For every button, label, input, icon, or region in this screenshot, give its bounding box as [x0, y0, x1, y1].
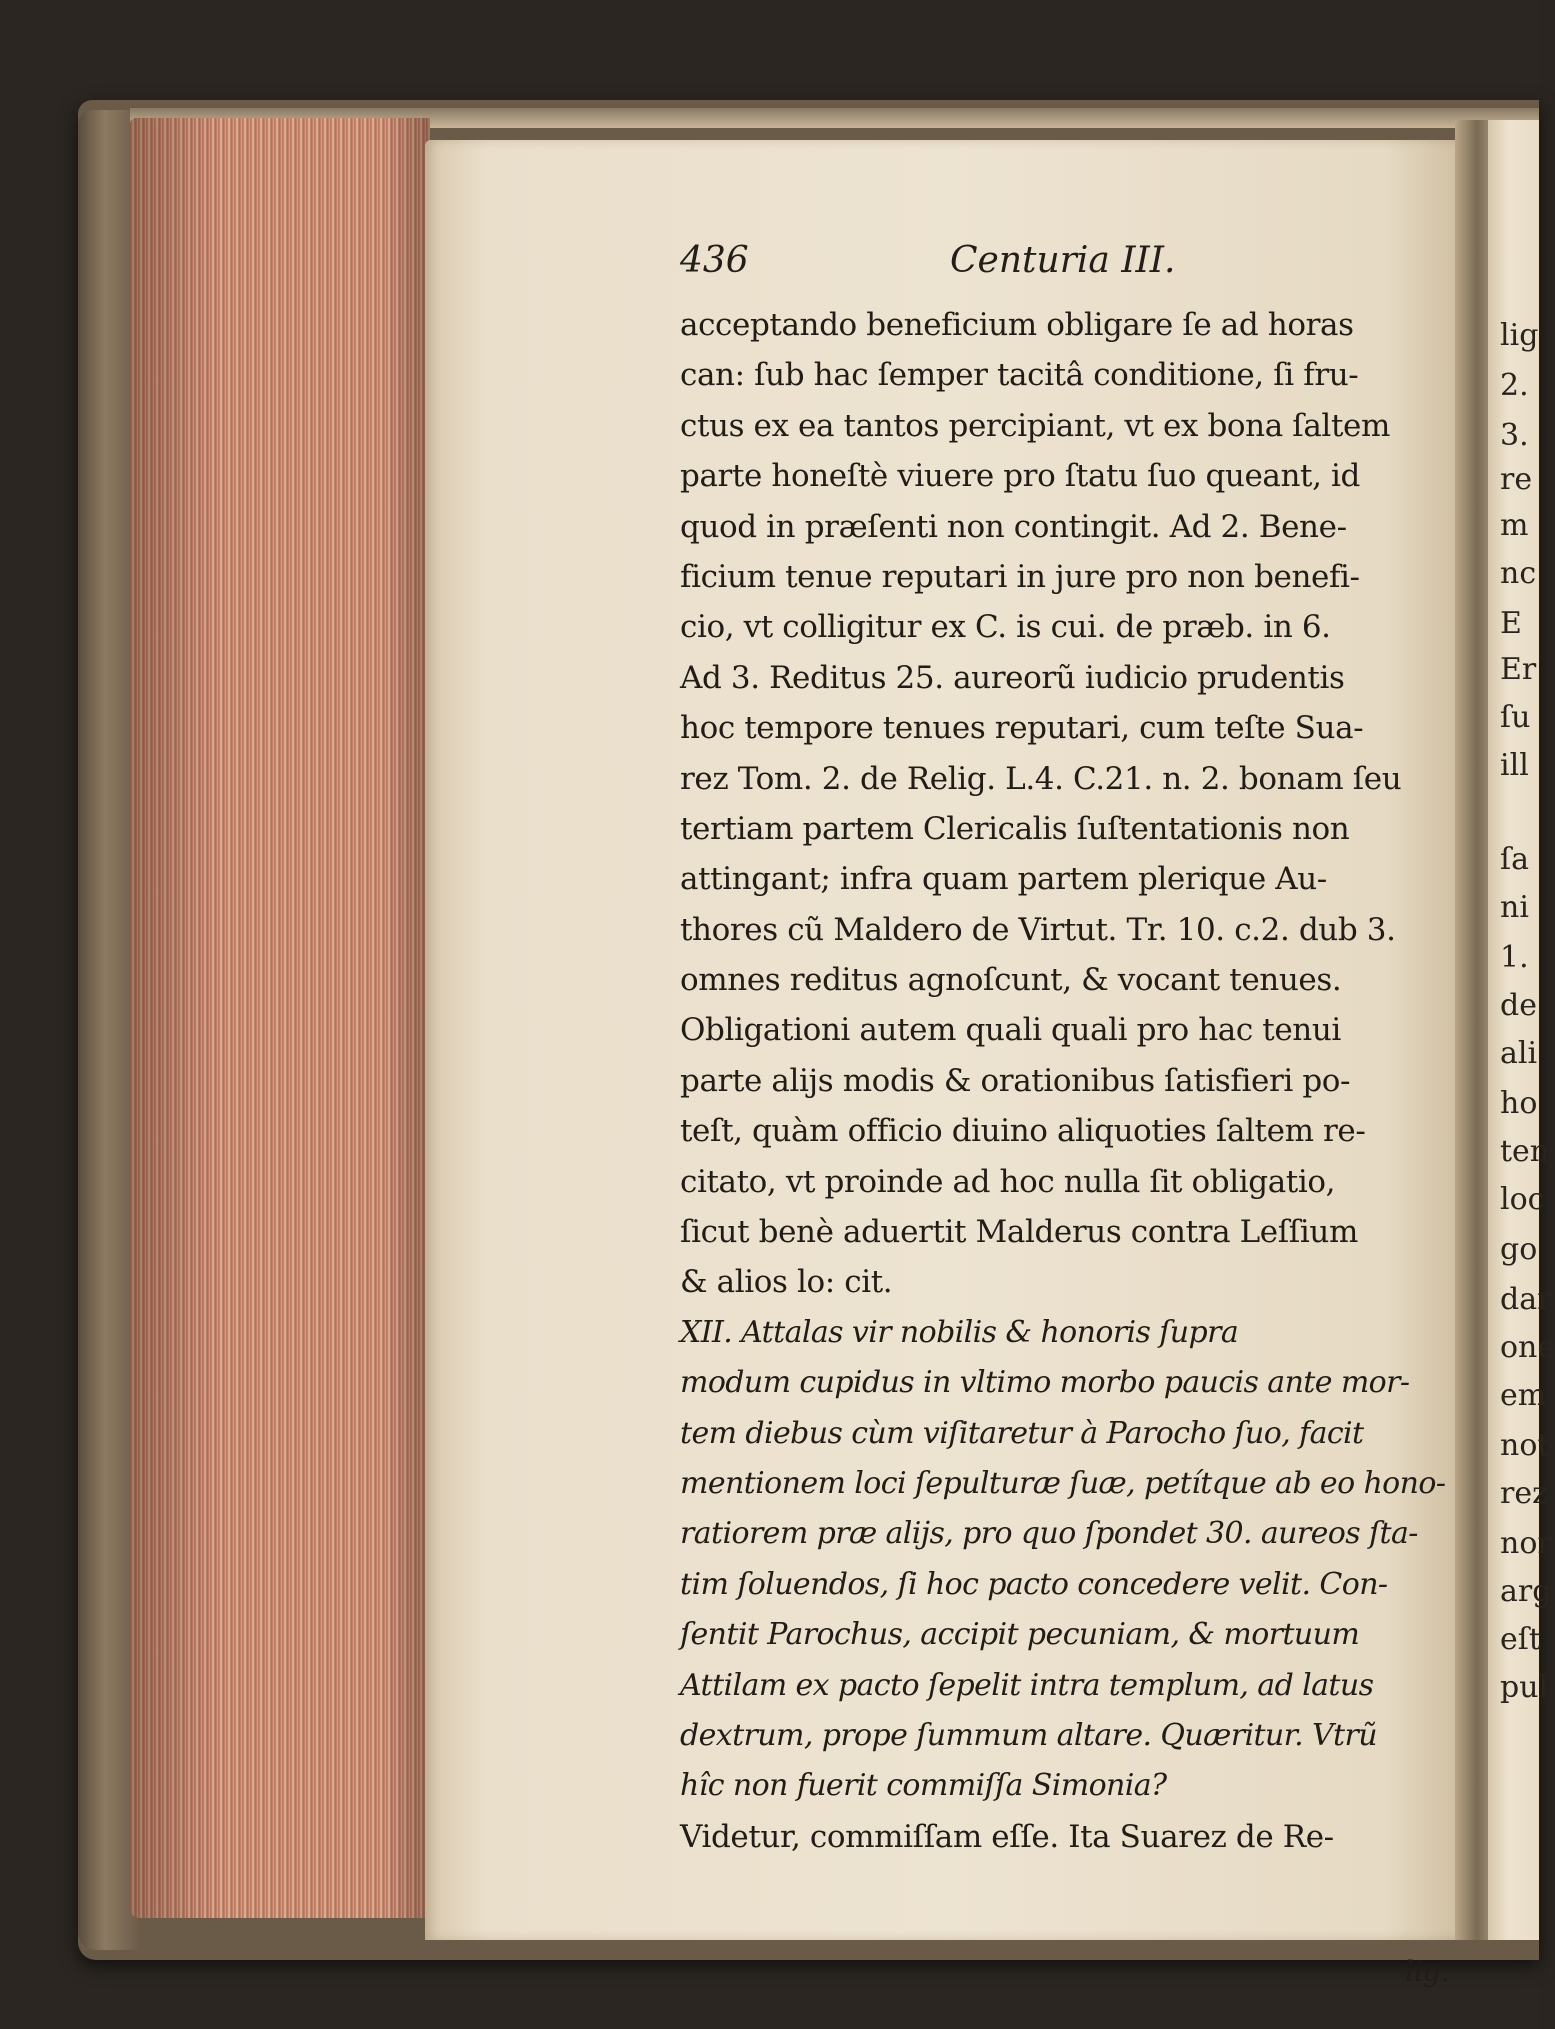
running-head — [680, 240, 1240, 300]
facing-fragment: m — [1500, 508, 1529, 543]
text-line: Ad 3. Reditus 25. aureorũ iudicio prudentis — [680, 659, 1345, 696]
text-line: teſt, quàm officio diuino aliquoties ſaltem re- — [680, 1113, 1366, 1150]
facing-fragment: lig — [1500, 318, 1539, 353]
text-line: Obligationi autem quali quali pro hac tenui — [680, 1012, 1341, 1049]
section-line: tem diebus cùm viſitaretur à Parocho ſuo, facit — [680, 1415, 1364, 1451]
section-line: tim ſoluendos, ſi hoc pacto concedere velit. Con- — [680, 1566, 1388, 1602]
facing-fragment: one — [1500, 1330, 1555, 1365]
facing-fragment: Er — [1500, 652, 1537, 687]
text-line: parte honeſtè viuere pro ſtatu ſuo queant, id — [680, 458, 1360, 495]
facing-fragment: not — [1500, 1428, 1550, 1463]
text-line: parte alijs modis & orationibus ſatisfieri po- — [680, 1062, 1351, 1099]
facing-fragment: de — [1500, 988, 1537, 1023]
text-line: can: ſub hac ſemper tacitâ conditione, ſi fru- — [680, 357, 1359, 394]
page-text — [680, 300, 1460, 1862]
text-line: hoc tempore tenues reputari, cum teſte Sua- — [680, 710, 1364, 747]
facing-fragment: em — [1500, 1378, 1547, 1413]
book-spine — [78, 110, 138, 1950]
page-stack-shadow — [130, 118, 430, 1918]
text-line: & alios lo: cit. — [680, 1264, 893, 1301]
facing-fragment: re — [1500, 462, 1533, 497]
facing-fragment: pul — [1500, 1670, 1549, 1705]
section-line: ratiorem præ alijs, pro quo ſpondet 30. aureos ſta- — [680, 1516, 1418, 1552]
facing-fragment: E — [1500, 606, 1522, 641]
running-head-title: Centuria III. — [950, 240, 1176, 281]
facing-fragment: dar — [1500, 1282, 1552, 1317]
facing-fragment: rez — [1500, 1476, 1548, 1511]
facing-fragment: ſa — [1500, 842, 1529, 877]
text-line: omnes reditus agnoſcunt, & vocant tenues. — [680, 962, 1342, 999]
facing-fragment: go — [1500, 1232, 1538, 1267]
text-line: thores cũ Maldero de Virtut. Tr. 10. c.2. dub 3. — [680, 911, 1396, 948]
page-number: 436 — [680, 240, 749, 281]
facing-fragment: arg — [1500, 1574, 1552, 1609]
facing-fragment: eſt — [1500, 1622, 1541, 1657]
facing-fragment: ni — [1500, 890, 1529, 925]
facing-fragment: 3. — [1500, 418, 1529, 453]
section-line: modum cupidus in vltimo morbo paucis ante mor- — [680, 1365, 1410, 1401]
closing-line: Videtur, commiſſam eſſe. Ita Suarez de Re- — [680, 1818, 1334, 1855]
catchword: lig. — [1405, 1955, 1450, 1988]
facing-fragment: nc — [1500, 556, 1537, 591]
section-line: XII. Attalas vir nobilis & honoris ſupra — [680, 1314, 1239, 1350]
text-line: tertiam partem Clericalis ſuſtentationis non — [680, 810, 1350, 847]
text-line: acceptando beneficium obligare ſe ad horas — [680, 307, 1354, 343]
facing-fragment: loc — [1500, 1182, 1545, 1217]
section-line: mentionem loci ſepulturæ ſuæ, petítque ab eo hono- — [680, 1465, 1446, 1501]
text-line: ctus ex ea tantos percipiant, vt ex bona ſaltem — [680, 407, 1390, 444]
text-line: quod in præſenti non contingit. Ad 2. Bene- — [680, 508, 1347, 545]
facing-fragment: ſu — [1500, 700, 1531, 735]
text-line: ſicut benè aduertit Malderus contra Leſſium — [680, 1214, 1358, 1251]
section-line: hîc non fuerit commiſſa Simonia? — [680, 1768, 1167, 1804]
facing-fragment: ill — [1500, 748, 1529, 783]
facing-fragment: 1. — [1500, 940, 1529, 975]
facing-fragment: ho — [1500, 1086, 1538, 1121]
text-line: cio, vt colligitur ex C. is cui. de præb. in 6. — [680, 609, 1331, 646]
section-line: dextrum, prope ſummum altare. Quæritur. Vtrũ — [680, 1717, 1377, 1753]
section-line: Attilam ex pacto ſepelit intra templum, ad latus — [680, 1667, 1374, 1703]
facing-fragment: ten — [1500, 1134, 1550, 1169]
text-line: ficium tenue reputari in jure pro non benefi- — [680, 558, 1360, 595]
text-line: attingant; infra quam partem plerique Au- — [680, 861, 1327, 898]
text-line: citato, vt proinde ad hoc nulla ſit obligatio, — [680, 1163, 1336, 1200]
section-line: ſentit Parochus, accipit pecuniam, & mortuum — [680, 1617, 1360, 1653]
facing-fragment: nor — [1500, 1526, 1552, 1561]
facing-fragment: ali — [1500, 1036, 1538, 1071]
text-line: rez Tom. 2. de Relig. L.4. C.21. n. 2. bonam ſeu — [680, 760, 1402, 797]
facing-fragment: 2. — [1500, 368, 1529, 403]
